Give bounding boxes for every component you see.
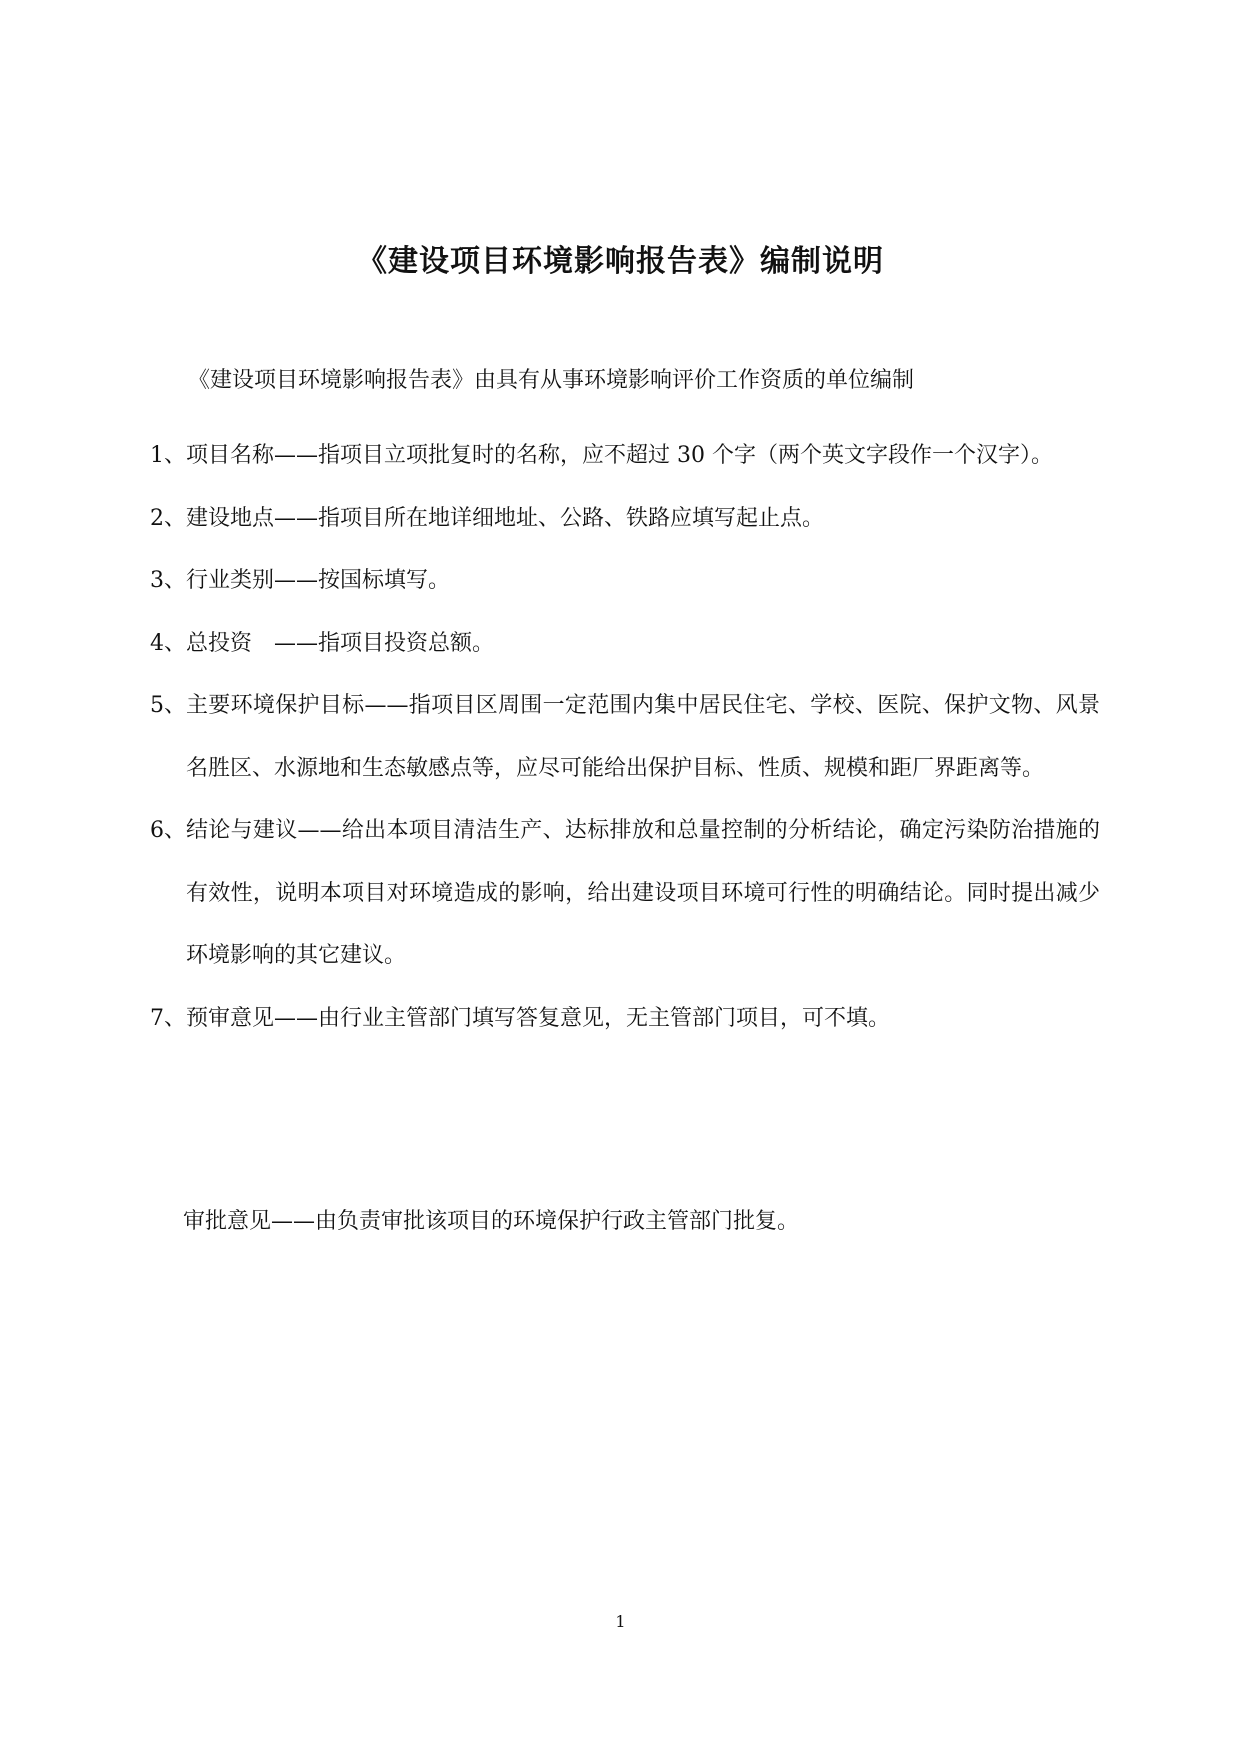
page-number: 1 [615,1612,626,1631]
list-item-text: 预审意见——由行业主管部门填写答复意见，无主管部门项目，可不填。 [186,1005,891,1031]
list-item-text: 项目名称——指项目立项批复时的名称，应不超过 30 个字（两个英文字段作一个汉字）。 [186,443,1053,468]
list-item-number: 1、 [150,443,186,468]
list-item [150,425,1100,488]
instruction-list [150,425,1100,1050]
list-item [150,988,1100,1051]
list-item-number: 4、 [150,630,186,656]
list-item-number: 7、 [150,1005,186,1031]
approval-note: 审批意见——由负责审批该项目的环境保护行政主管部门批复。 [183,1209,800,1234]
list-item-number: 2、 [150,505,186,531]
list-item-number: 5、 [150,693,186,718]
list-item [150,613,1100,676]
list-item [150,800,1100,988]
list-item-number: 6、 [150,818,186,843]
list-item [150,675,1100,800]
list-item-text: 主要环境保护目标——指项目区周围一定范围内集中居民住宅、学校、医院、保护文物、风景名胜区、水源地和生态敏感点等，应尽可能给出保护目标、性质、规模和距厂界距离等。 [186,693,1100,781]
list-item-number: 3、 [150,568,186,593]
list-item [150,550,1100,613]
list-item [150,488,1100,551]
document-title: 《建设项目环境影响报告表》编制说明 [357,244,884,279]
list-item-text: 总投资 ——指项目投资总额。 [186,630,495,656]
list-item-text: 建设地点——指项目所在地详细地址、公路、铁路应填写起止点。 [186,505,825,531]
list-item-text: 结论与建议——给出本项目清洁生产、达标排放和总量控制的分析结论，确定污染防治措施的有效性，说明本项目对环境造成的影响，给出建设项目环境可行性的明确结论。同时提出减少环境影响的其它建议。 [186,818,1100,968]
list-item-text: 行业类别——按国标填写。 [186,568,451,593]
intro-paragraph: 《建设项目环境影响报告表》由具有从事环境影响评价工作资质的单位编制 [188,368,915,393]
